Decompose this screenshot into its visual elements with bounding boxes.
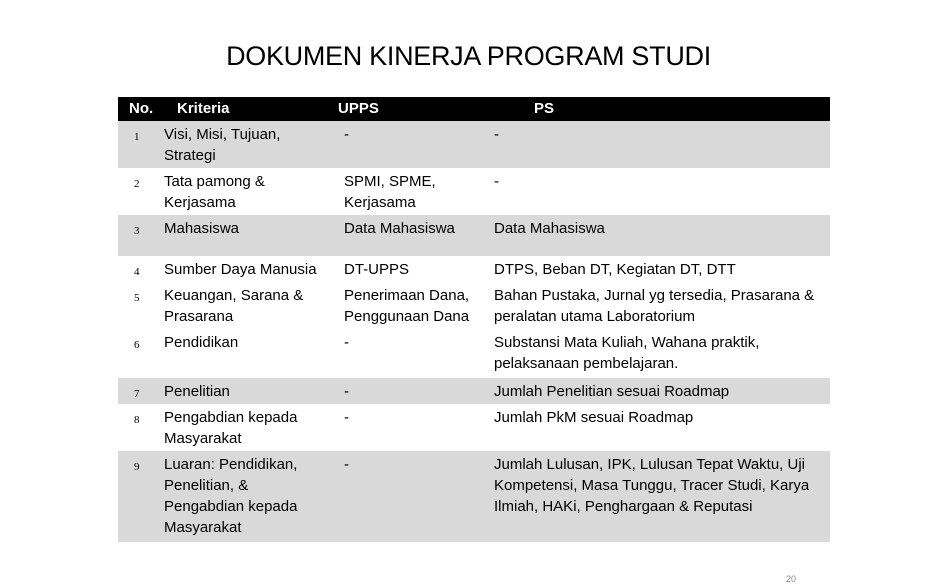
row-ps: Data Mahasiswa: [494, 220, 605, 237]
row-no: 8: [134, 414, 140, 426]
row-kriteria: Pendidikan: [164, 334, 239, 351]
page-number: 20: [786, 574, 797, 584]
row-kriteria: Sumber Daya Manusia: [164, 261, 317, 278]
table-row: [118, 121, 830, 168]
row-upps: -: [344, 456, 349, 473]
row-kriteria: Mahasiswa: [164, 220, 240, 237]
row-no: 2: [134, 178, 140, 190]
row-kriteria: Visi, Misi, Tujuan, Strategi: [164, 126, 281, 164]
row-upps: -: [344, 383, 349, 400]
row-ps: Jumlah Lulusan, IPK, Lulusan Tepat Waktu, Uji Kompetensi, Masa Tunggu, Tracer Studi, Karya Ilmiah, HAKi, Penghargaan & Reputasi: [494, 456, 810, 515]
row-upps: -: [344, 126, 349, 143]
table-row: [118, 215, 830, 256]
row-kriteria: Keuangan, Sarana & Prasarana: [164, 287, 304, 325]
row-no: 7: [134, 388, 140, 400]
row-no: 9: [134, 461, 140, 473]
row-no: 3: [134, 225, 140, 237]
table-row: [118, 378, 830, 404]
table-row: [118, 404, 830, 451]
row-upps: -: [344, 334, 349, 351]
row-ps: Jumlah Penelitian sesuai Roadmap: [494, 383, 730, 400]
row-ps: -: [494, 173, 499, 190]
row-ps: Substansi Mata Kuliah, Wahana praktik, pelaksanaan pembelajaran.: [494, 334, 760, 372]
row-kriteria: Luaran: Pendidikan, Penelitian, & Pengabdian kepada Masyarakat: [164, 456, 298, 536]
row-kriteria: Penelitian: [164, 383, 230, 400]
row-upps: -: [344, 409, 349, 426]
table-row: [118, 451, 830, 542]
table-header: [118, 97, 830, 121]
row-no: 6: [134, 339, 140, 351]
row-ps: Jumlah PkM sesuai Roadmap: [494, 409, 694, 426]
row-no: 5: [134, 292, 140, 304]
row-no: 4: [134, 266, 140, 278]
row-kriteria: Tata pamong & Kerjasama: [164, 173, 265, 211]
header-ps: PS: [534, 100, 555, 117]
row-upps: Data Mahasiswa: [344, 220, 455, 237]
row-upps: DT-UPPS: [344, 261, 410, 278]
row-kriteria: Pengabdian kepada Masyarakat: [164, 409, 298, 447]
row-ps: DTPS, Beban DT, Kegiatan DT, DTT: [494, 261, 736, 278]
table-row: [118, 329, 830, 378]
header-no: No.: [129, 100, 154, 117]
header-kriteria: Kriteria: [177, 100, 230, 117]
header-upps: UPPS: [338, 100, 379, 117]
page-title: DOKUMEN KINERJA PROGRAM STUDI: [226, 41, 711, 71]
row-upps: Penerimaan Dana, Penggunaan Dana: [344, 287, 470, 325]
table-row: [118, 168, 830, 215]
table-row: [118, 282, 830, 329]
row-no: 1: [134, 131, 140, 143]
row-ps: -: [494, 126, 499, 143]
row-ps: Bahan Pustaka, Jurnal yg tersedia, Prasarana & peralatan utama Laboratorium: [494, 287, 815, 325]
table-row: [118, 256, 830, 282]
row-upps: SPMI, SPME, Kerjasama: [344, 173, 436, 211]
